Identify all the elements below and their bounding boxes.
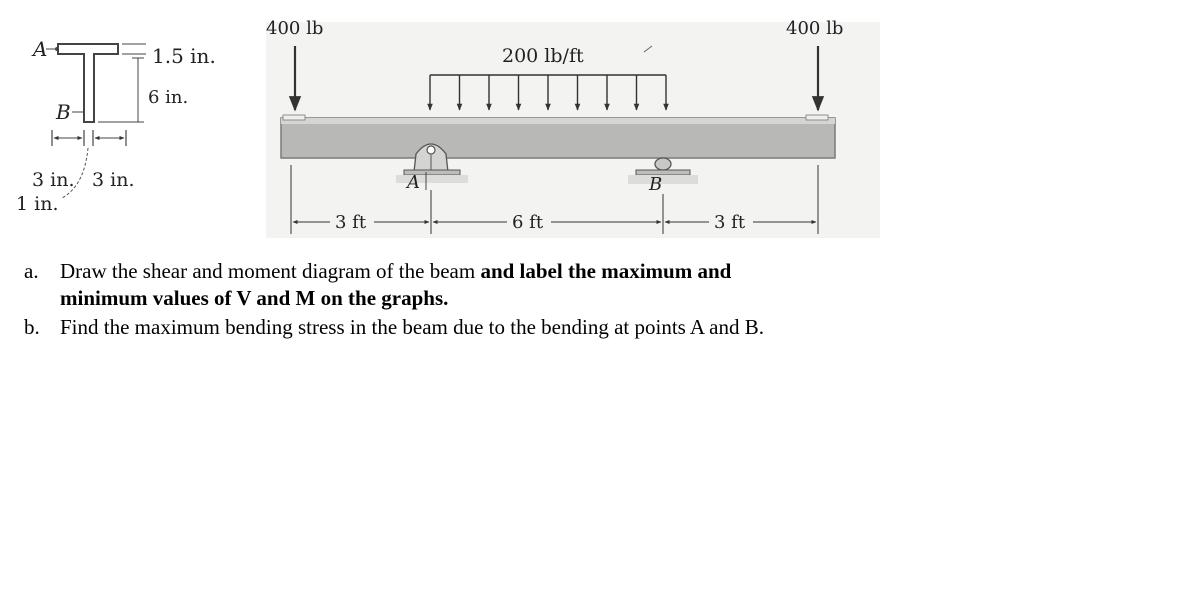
- section-point-a-label: A: [33, 37, 48, 61]
- question-b: [24, 314, 924, 342]
- web-height-label: 6 in.: [148, 87, 189, 108]
- question-b-text: Find the maximum bending stress in the beam due to the bending at points A and B.: [60, 315, 765, 339]
- half-width-left-label: 3 in.: [32, 169, 75, 191]
- load-right-label: 400 lb: [786, 18, 844, 39]
- load-left-label: 400 lb: [266, 18, 324, 39]
- web-thickness-label: 1 in.: [16, 193, 59, 215]
- beam-top-face: [281, 118, 835, 124]
- question-a-text: [60, 258, 920, 312]
- support-a-label: A: [407, 172, 420, 193]
- beam-right-load-plate: [806, 115, 828, 120]
- question-a: [24, 258, 924, 314]
- question-a-marker: a.: [24, 259, 39, 283]
- distributed-load-label: 200 lb/ft: [502, 45, 584, 67]
- t-cross-section: [16, 37, 216, 215]
- roller-icon: [655, 158, 671, 170]
- beam-left-load-plate: [283, 115, 305, 120]
- question-b-marker: b.: [24, 315, 40, 339]
- beam-figure: [266, 18, 880, 238]
- span-right-label: 3 ft: [714, 212, 746, 233]
- question-a-text-bold-2: minimum values of V and M on the graphs.: [60, 286, 449, 310]
- flange-thickness-label: 1.5 in.: [152, 44, 216, 68]
- section-point-b-label: B: [56, 100, 71, 124]
- question-a-text-plain: Draw the shear and moment diagram of the beam: [60, 259, 481, 283]
- question-a-text-bold-1: and label the maximum and: [480, 259, 732, 283]
- span-left-label: 3 ft: [335, 212, 367, 233]
- support-b-label: B: [649, 174, 663, 195]
- span-middle-label: 6 ft: [512, 212, 544, 233]
- ground-under-b: [628, 175, 698, 184]
- pin-icon: [427, 146, 435, 154]
- half-width-right-label: 3 in.: [92, 169, 135, 191]
- roller-support-base: [636, 170, 690, 175]
